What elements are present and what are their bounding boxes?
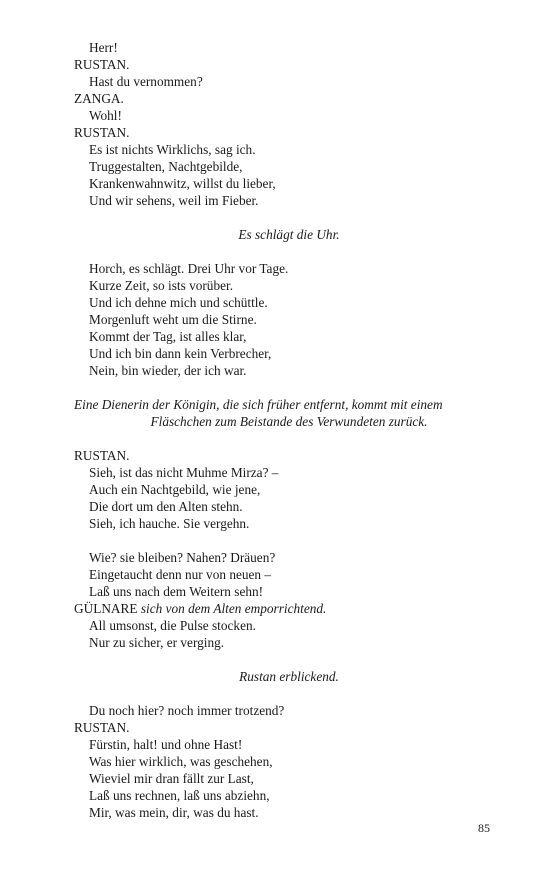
verse-line: Du noch hier? noch immer trotzend? bbox=[89, 703, 285, 718]
speaker-with-direction bbox=[74, 600, 504, 617]
stage-direction-line: Eine Dienerin der Königin, die sich früher entfernt, kommt mit einem bbox=[74, 397, 443, 412]
speaker-name: ZANGA. bbox=[74, 91, 124, 106]
verse-line: Mir, was mein, dir, was du hast. bbox=[89, 805, 259, 820]
verse-line: Truggestalten, Nachtgebilde, bbox=[89, 159, 243, 174]
blank-line bbox=[74, 430, 504, 447]
blank-line bbox=[74, 243, 504, 260]
verse-line: Wohl! bbox=[89, 108, 122, 123]
stage-direction-line: Fläschchen zum Beistande des Verwundeten zurück. bbox=[150, 414, 428, 429]
verse-line: Es ist nichts Wirklichs, sag ich. bbox=[89, 142, 256, 157]
play-text bbox=[74, 39, 504, 821]
verse-line: Hast du vernommen? bbox=[89, 74, 203, 89]
verse-line: Herr! bbox=[89, 40, 118, 55]
speaker-name: RUSTAN. bbox=[74, 57, 130, 72]
verse-line: Kommt der Tag, ist alles klar, bbox=[89, 329, 247, 344]
verse-line: Wie? sie bleiben? Nahen? Dräuen? bbox=[89, 550, 276, 565]
blank-line bbox=[74, 685, 504, 702]
verse-line: All umsonst, die Pulse stocken. bbox=[89, 618, 256, 633]
verse-line: Und ich bin dann kein Verbrecher, bbox=[89, 346, 272, 361]
stage-direction-block bbox=[74, 396, 504, 430]
verse-line: Horch, es schlägt. Drei Uhr vor Tage. bbox=[89, 261, 289, 276]
verse-line: Und ich dehne mich und schüttle. bbox=[89, 295, 268, 310]
verse-line: Auch ein Nachtgebild, wie jene, bbox=[89, 482, 261, 497]
speaker-name: GÜLNARE bbox=[74, 601, 138, 616]
speaker-name: RUSTAN. bbox=[74, 448, 130, 463]
verse-line: Sieh, ist das nicht Muhme Mirza? – bbox=[89, 465, 279, 480]
verse-line: Nein, bin wieder, der ich war. bbox=[89, 363, 247, 378]
stage-direction: Es schlägt die Uhr. bbox=[238, 227, 340, 242]
verse-line: Fürstin, halt! und ohne Hast! bbox=[89, 737, 243, 752]
blank-line bbox=[74, 532, 504, 549]
verse-line: Die dort um den Alten stehn. bbox=[89, 499, 243, 514]
verse-line: Eingetaucht denn nur von neuen – bbox=[89, 567, 272, 582]
verse-line: Laß uns rechnen, laß uns abziehn, bbox=[89, 788, 270, 803]
speaker-name: RUSTAN. bbox=[74, 720, 130, 735]
speaker-name: RUSTAN. bbox=[74, 125, 130, 140]
verse-line: Krankenwahnwitz, willst du lieber, bbox=[89, 176, 276, 191]
page-number: 85 bbox=[478, 821, 490, 835]
verse-line: Und wir sehens, weil im Fieber. bbox=[89, 193, 259, 208]
verse-line: Morgenluft weht um die Stirne. bbox=[89, 312, 257, 327]
stage-direction: sich von dem Alten emporrichtend. bbox=[140, 601, 327, 616]
verse-line: Nur zu sicher, er verging. bbox=[89, 635, 225, 650]
verse-line: Laß uns nach dem Weitern sehn! bbox=[89, 584, 264, 599]
blank-line bbox=[74, 209, 504, 226]
verse-line: Wieviel mir dran fällt zur Last, bbox=[89, 771, 254, 786]
stage-direction: Rustan erblickend. bbox=[239, 669, 339, 684]
blank-line bbox=[74, 651, 504, 668]
verse-line: Kurze Zeit, so ists vorüber. bbox=[89, 278, 234, 293]
verse-line: Sieh, ich hauche. Sie vergehn. bbox=[89, 516, 250, 531]
blank-line bbox=[74, 379, 504, 396]
verse-line: Was hier wirklich, was geschehen, bbox=[89, 754, 273, 769]
